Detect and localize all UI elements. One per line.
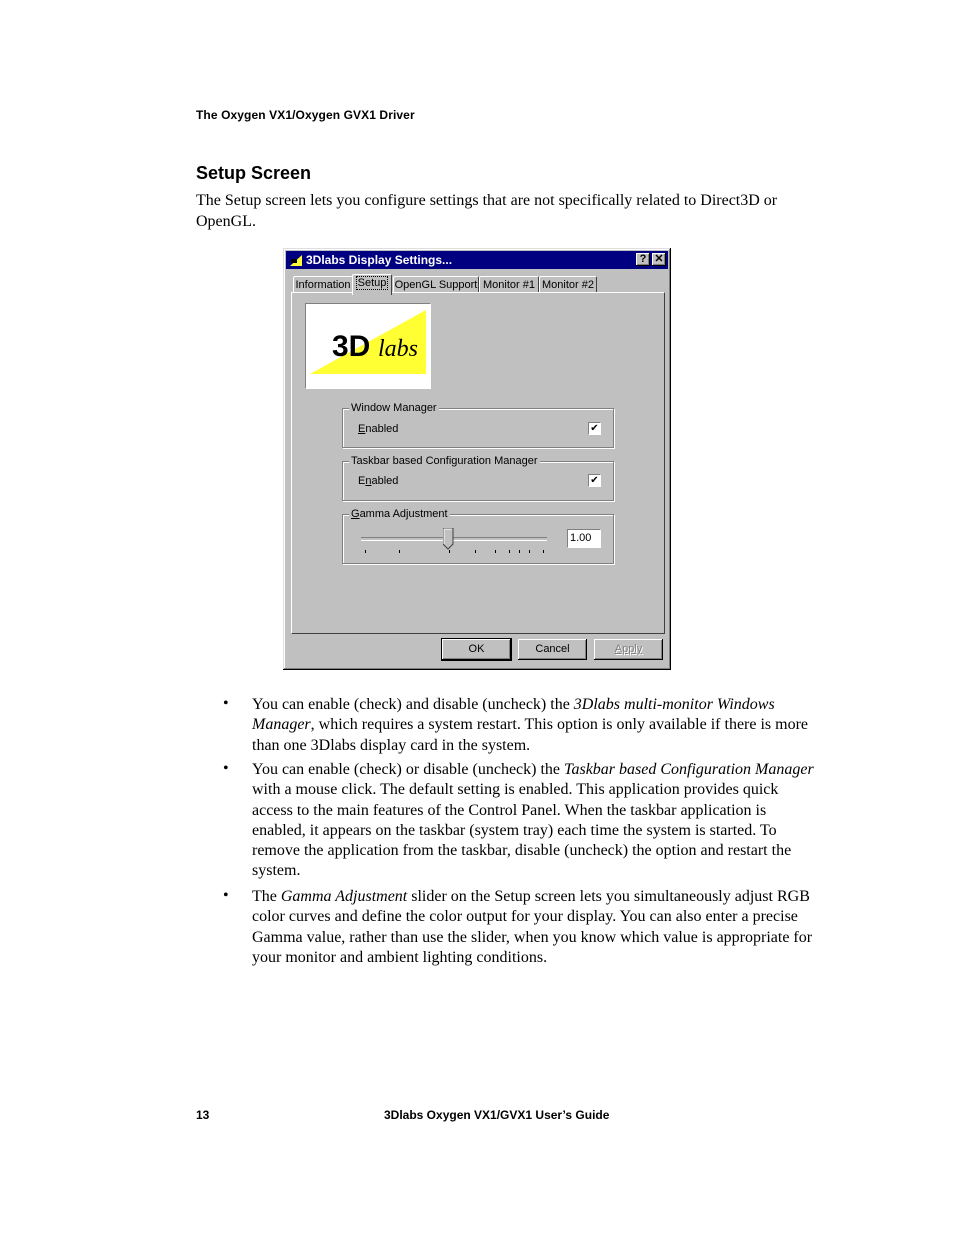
footer-title: 3Dlabs Oxygen VX1/GVX1 User’s Guide [384, 1108, 610, 1122]
intro-paragraph: The Setup screen lets you configure settings that are not specifically related to Direct3D or OpenGL. [196, 192, 778, 230]
close-button[interactable] [652, 253, 666, 266]
bullet-marker: • [223, 760, 229, 777]
bullet-item-taskbar-manager: You can enable (check) or disable (uncheck) the Taskbar based Configuration Manager with a mouse click. The default setting is enabled. This application provides quick access to the main features of the Control Panel. When the taskbar application is enabled, it appears on the taskbar (system tray) each time the system is started. To remove the application from the taskbar, disable (uncheck) the option and restart the system. [252, 761, 814, 880]
slider-tick [529, 550, 530, 553]
taskbar-manager-group-label: Taskbar based Configuration Manager [351, 455, 538, 467]
apply-button [594, 639, 663, 660]
ok-button[interactable]: OK [442, 639, 511, 660]
3dlabs-logo [305, 303, 431, 389]
tab-setup[interactable] [352, 274, 392, 295]
checkmark-icon: ✔ [590, 423, 599, 434]
apply-button-label: Apply [614, 643, 643, 655]
slider-tick [475, 550, 476, 553]
slider-tick [543, 550, 544, 553]
tab-setup-label: Setup [357, 277, 387, 289]
gamma-slider-thumb[interactable] [443, 528, 454, 550]
bullet-marker: • [223, 695, 229, 712]
tab-information[interactable]: Information [293, 276, 353, 294]
checkmark-icon: ✔ [590, 475, 599, 486]
taskbar-manager-group [342, 455, 614, 501]
running-head: The Oxygen VX1/Oxygen GVX1 Driver [196, 108, 415, 122]
gamma-value-input[interactable]: 1.00 [567, 529, 601, 548]
window-manager-group-label: Window Manager [351, 402, 437, 414]
page-number: 13 [196, 1108, 210, 1122]
window-manager-group [342, 402, 614, 448]
taskbar-manager-enabled-checkbox[interactable] [588, 474, 601, 487]
taskbar-manager-enabled-label: Enabled [358, 475, 399, 487]
slider-tick [365, 550, 366, 553]
bullet-item-gamma-adjustment: The Gamma Adjustment slider on the Setup screen lets you simultaneously adjust RGB color curves and define the color output for your display. You can also enter a precise Gamma value, rather than use the slider, when you know which value is appropriate for your monitor and ambient lighting conditions. [252, 888, 813, 966]
tab-monitor-2[interactable]: Monitor #2 [539, 276, 597, 294]
slider-tick [399, 550, 400, 553]
close-icon: ✕ [654, 253, 664, 265]
window-manager-enabled-label: Enabled [358, 423, 399, 435]
3dlabs-app-icon [289, 253, 303, 267]
tab-opengl-support[interactable]: OpenGL Support [393, 276, 479, 294]
gamma-adjustment-group-label: Gamma Adjustment [351, 508, 448, 520]
tab-monitor-1[interactable]: Monitor #1 [479, 276, 539, 294]
display-settings-dialog [283, 248, 671, 670]
section-title: Setup Screen [196, 163, 312, 183]
logo-graphic [306, 304, 430, 388]
slider-tick [519, 550, 520, 553]
window-manager-enabled-checkbox[interactable] [588, 422, 601, 435]
bullet-item-window-manager: You can enable (check) and disable (uncheck) the 3Dlabs multi-monitor Windows Manager, which requires a system restart. This option is only available if there is more than one 3Dlabs display card in the system. [252, 696, 809, 754]
dialog-title: 3Dlabs Display Settings... [306, 253, 453, 267]
logo-labs-text: labs [378, 336, 419, 362]
gamma-adjustment-group [342, 508, 614, 564]
slider-tick [495, 550, 496, 553]
help-button[interactable]: ? [636, 253, 650, 266]
slider-tick [509, 550, 510, 553]
dialog-titlebar [286, 251, 668, 269]
logo-3d-text: 3D [332, 330, 371, 363]
slider-tick [449, 550, 450, 553]
bullet-marker: • [223, 887, 229, 904]
cancel-button[interactable]: Cancel [518, 639, 587, 660]
